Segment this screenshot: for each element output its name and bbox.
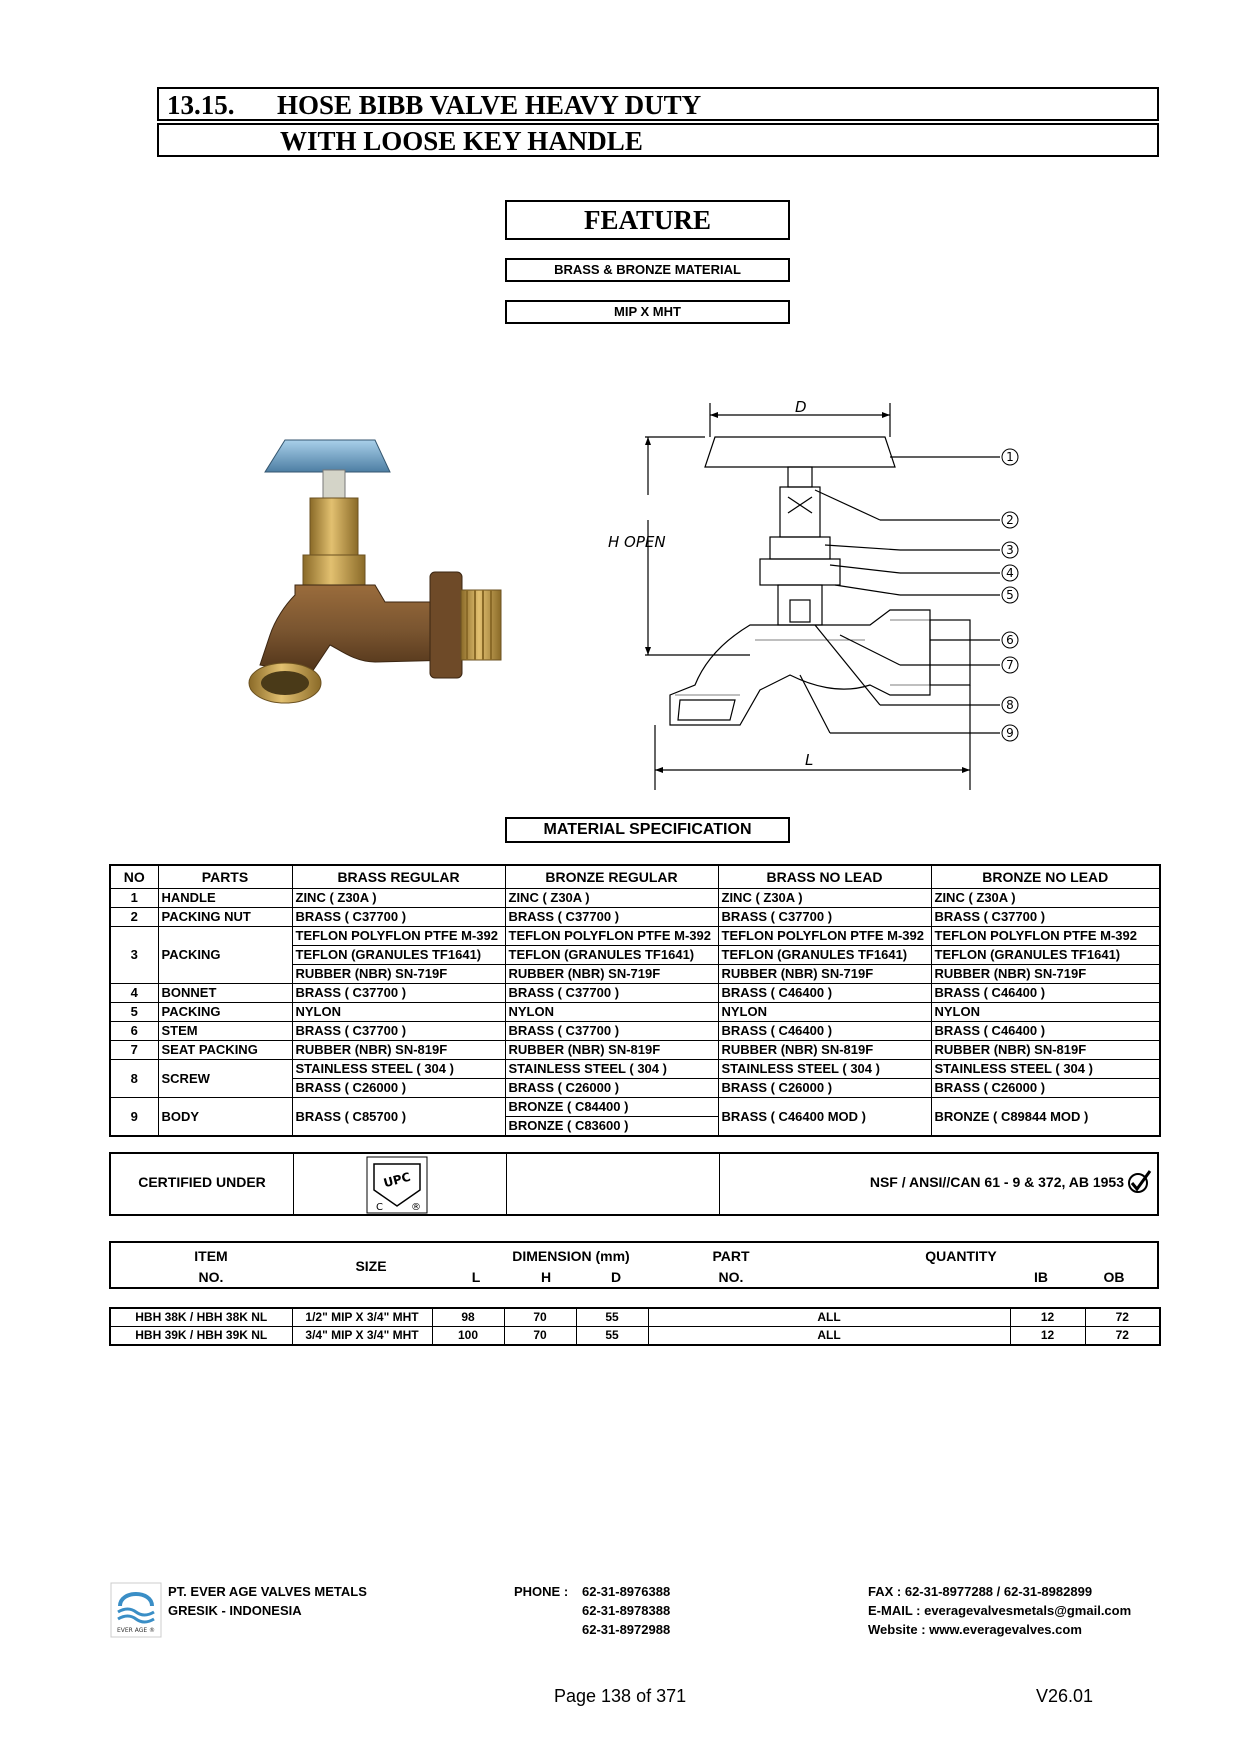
upc-c: C — [376, 1202, 383, 1213]
hdr-ob: OB — [1103, 1269, 1125, 1285]
cell: NYLON — [931, 1003, 1160, 1022]
hdr-part: PART — [712, 1248, 750, 1264]
dim-h: 70 — [504, 1327, 576, 1346]
product-photo — [225, 430, 545, 710]
dim-d: 55 — [576, 1308, 648, 1327]
feature-heading: FEATURE — [505, 200, 790, 240]
row-part: STEM — [158, 1022, 292, 1041]
table-row — [110, 1327, 1160, 1346]
row-no: 1 — [110, 889, 158, 908]
col-brass-no-lead: BRASS NO LEAD — [718, 865, 931, 889]
fax: FAX : 62-31-8977288 / 62-31-8982899 — [868, 1584, 1093, 1599]
qty-ib: 12 — [1010, 1327, 1085, 1346]
row-part: BONNET — [158, 984, 292, 1003]
row-no: 4 — [110, 984, 158, 1003]
dim-l: 100 — [432, 1327, 504, 1346]
cell: TEFLON (GRANULES TF1641) — [931, 946, 1160, 965]
dim-d: 55 — [576, 1327, 648, 1346]
table-row — [110, 1003, 1160, 1022]
feature-item-1: BRASS & BRONZE MATERIAL — [505, 258, 790, 282]
callout-8: 8 — [1006, 698, 1014, 712]
website: Website : www.everagevalves.com — [868, 1622, 1082, 1637]
dimension-header — [109, 1241, 1159, 1289]
col-bronze-regular: BRONZE REGULAR — [505, 865, 718, 889]
label-d: D — [795, 398, 807, 416]
upc-r: ® — [411, 1202, 421, 1213]
page-number: Page 138 of 371 — [554, 1686, 687, 1706]
material-header-row — [110, 865, 1160, 889]
label-l: L — [805, 751, 814, 769]
cell: ZINC ( Z30A ) — [931, 889, 1160, 908]
phone-3: 62-31-8972988 — [582, 1622, 671, 1637]
cell: BRASS ( C26000 ) — [718, 1079, 931, 1098]
material-heading: MATERIAL SPECIFICATION — [505, 817, 790, 843]
row-part: PACKING — [158, 1003, 292, 1022]
row-no: 7 — [110, 1041, 158, 1060]
phone-2: 62-31-8978388 — [582, 1603, 671, 1618]
item-no: HBH 38K / HBH 38K NL — [110, 1308, 292, 1327]
phone-label: PHONE : — [514, 1584, 569, 1599]
title-text-1: HOSE BIBB VALVE HEAVY DUTY — [277, 90, 702, 120]
hdr-l: L — [471, 1269, 481, 1285]
table-row — [110, 1041, 1160, 1060]
table-row — [110, 1308, 1160, 1327]
part-no: ALL — [648, 1308, 1010, 1327]
cell: RUBBER (NBR) SN-719F — [931, 965, 1160, 984]
table-row — [110, 927, 1160, 946]
dim-l: 98 — [432, 1308, 504, 1327]
cell: BRONZE ( C83600 ) — [505, 1117, 718, 1137]
row-part: PACKING NUT — [158, 908, 292, 927]
row-no: 6 — [110, 1022, 158, 1041]
cell: BRASS ( C26000 ) — [292, 1079, 505, 1098]
cell: TEFLON (GRANULES TF1641) — [292, 946, 505, 965]
cell: BRASS ( C37700 ) — [718, 908, 931, 927]
hdr-part-no: NO. — [718, 1269, 744, 1285]
cell: TEFLON (GRANULES TF1641) — [505, 946, 718, 965]
hdr-item: ITEM — [194, 1248, 228, 1264]
nsf-certification: NSF / ANSI//CAN 61 - 9 & 372, AB 1953 — [869, 1174, 1124, 1190]
col-parts: PARTS — [158, 865, 292, 889]
qty-ib: 12 — [1010, 1308, 1085, 1327]
cell: RUBBER (NBR) SN-719F — [292, 965, 505, 984]
cell: BRASS ( C26000 ) — [931, 1079, 1160, 1098]
row-part: SCREW — [158, 1060, 292, 1098]
cell: RUBBER (NBR) SN-819F — [505, 1041, 718, 1060]
table-row — [110, 1022, 1160, 1041]
cell: TEFLON POLYFLON PTFE M-392 — [505, 927, 718, 946]
table-row — [110, 889, 1160, 908]
cell: TEFLON POLYFLON PTFE M-392 — [931, 927, 1160, 946]
cell: BRASS ( C46400 MOD ) — [718, 1098, 931, 1137]
size: 3/4" MIP X 3/4" MHT — [292, 1327, 432, 1346]
size: 1/2" MIP X 3/4" MHT — [292, 1308, 432, 1327]
hdr-dimension: DIMENSION (mm) — [512, 1248, 630, 1264]
row-no: 3 — [110, 927, 158, 984]
cell: NYLON — [292, 1003, 505, 1022]
cell: NYLON — [505, 1003, 718, 1022]
cell: BRONZE ( C84400 ) — [505, 1098, 718, 1117]
col-brass-regular: BRASS REGULAR — [292, 865, 505, 889]
email: E-MAIL : everagevalvesmetals@gmail.com — [868, 1603, 1132, 1618]
cell: ZINC ( Z30A ) — [718, 889, 931, 908]
hdr-item-no: NO. — [198, 1269, 224, 1285]
feature-item-2: MIP X MHT — [505, 300, 790, 324]
callout-7: 7 — [1006, 658, 1014, 672]
col-no: NO — [110, 865, 158, 889]
callout-3: 3 — [1006, 543, 1014, 557]
cell: RUBBER (NBR) SN-819F — [292, 1041, 505, 1060]
cell: BRASS ( C37700 ) — [505, 984, 718, 1003]
cell: NYLON — [718, 1003, 931, 1022]
hdr-quantity: QUANTITY — [925, 1248, 997, 1264]
version: V26.01 — [1036, 1686, 1094, 1706]
row-no: 8 — [110, 1060, 158, 1098]
material-table — [109, 864, 1161, 1137]
dim-h: 70 — [504, 1308, 576, 1327]
table-row — [110, 1060, 1160, 1079]
cell: BRASS ( C37700 ) — [292, 1022, 505, 1041]
callout-2: 2 — [1006, 513, 1014, 527]
cell: RUBBER (NBR) SN-819F — [931, 1041, 1160, 1060]
certification-row — [109, 1152, 1159, 1216]
company-city: GRESIK - INDONESIA — [168, 1603, 302, 1618]
cell: BRASS ( C37700 ) — [505, 908, 718, 927]
cell: STAINLESS STEEL ( 304 ) — [718, 1060, 931, 1079]
row-no: 9 — [110, 1098, 158, 1137]
cell: ZINC ( Z30A ) — [505, 889, 718, 908]
cell: RUBBER (NBR) SN-819F — [718, 1041, 931, 1060]
callout-5: 5 — [1006, 588, 1014, 602]
technical-drawing — [600, 395, 1020, 800]
cell: ZINC ( Z30A ) — [292, 889, 505, 908]
hdr-size: SIZE — [355, 1258, 387, 1274]
col-bronze-no-lead: BRONZE NO LEAD — [931, 865, 1160, 889]
title-line-1 — [157, 87, 1159, 121]
title-text-2: WITH LOOSE KEY HANDLE — [280, 126, 643, 156]
item-no: HBH 39K / HBH 39K NL — [110, 1327, 292, 1346]
cell: TEFLON POLYFLON PTFE M-392 — [718, 927, 931, 946]
cell: BRONZE ( C89844 MOD ) — [931, 1098, 1160, 1137]
upc-text: UPC — [381, 1169, 413, 1191]
hdr-ib: IB — [1034, 1269, 1048, 1285]
cell: BRASS ( C37700 ) — [931, 908, 1160, 927]
cell: RUBBER (NBR) SN-719F — [718, 965, 931, 984]
table-row — [110, 908, 1160, 927]
certified-label: CERTIFIED UNDER — [138, 1174, 266, 1190]
hdr-h: H — [540, 1269, 552, 1285]
company-name: PT. EVER AGE VALVES METALS — [168, 1584, 367, 1599]
dimension-table — [109, 1307, 1161, 1346]
cell: BRASS ( C85700 ) — [292, 1098, 505, 1137]
cell: RUBBER (NBR) SN-719F — [505, 965, 718, 984]
cell: BRASS ( C46400 ) — [718, 984, 931, 1003]
logo-text: EVER AGE ® — [116, 1627, 156, 1634]
cell: STAINLESS STEEL ( 304 ) — [505, 1060, 718, 1079]
cell: BRASS ( C46400 ) — [931, 984, 1160, 1003]
label-h: H OPEN — [608, 533, 666, 551]
title-line-2 — [157, 123, 1159, 157]
callout-9: 9 — [1006, 726, 1014, 740]
cell: STAINLESS STEEL ( 304 ) — [292, 1060, 505, 1079]
check-mark-icon — [1126, 1169, 1152, 1195]
phone-1: 62-31-8976388 — [582, 1584, 671, 1599]
hdr-d: D — [610, 1269, 622, 1285]
part-no: ALL — [648, 1327, 1010, 1346]
cell: STAINLESS STEEL ( 304 ) — [931, 1060, 1160, 1079]
row-no: 5 — [110, 1003, 158, 1022]
row-no: 2 — [110, 908, 158, 927]
row-part: BODY — [158, 1098, 292, 1137]
row-part: PACKING — [158, 927, 292, 984]
section-number: 13.15. — [167, 90, 235, 120]
table-row — [110, 1098, 1160, 1117]
company-logo — [110, 1582, 162, 1638]
cell: TEFLON POLYFLON PTFE M-392 — [292, 927, 505, 946]
table-row — [110, 984, 1160, 1003]
cell: BRASS ( C46400 ) — [931, 1022, 1160, 1041]
cell: BRASS ( C37700 ) — [505, 1022, 718, 1041]
qty-ob: 72 — [1085, 1308, 1160, 1327]
upc-logo — [366, 1156, 428, 1214]
cell: TEFLON (GRANULES TF1641) — [718, 946, 931, 965]
cell: BRASS ( C37700 ) — [292, 984, 505, 1003]
cell: BRASS ( C37700 ) — [292, 908, 505, 927]
qty-ob: 72 — [1085, 1327, 1160, 1346]
callout-6: 6 — [1006, 633, 1014, 647]
row-part: SEAT PACKING — [158, 1041, 292, 1060]
cell: BRASS ( C26000 ) — [505, 1079, 718, 1098]
callout-1: 1 — [1006, 450, 1014, 464]
callout-4: 4 — [1006, 566, 1014, 580]
cell: BRASS ( C46400 ) — [718, 1022, 931, 1041]
row-part: HANDLE — [158, 889, 292, 908]
